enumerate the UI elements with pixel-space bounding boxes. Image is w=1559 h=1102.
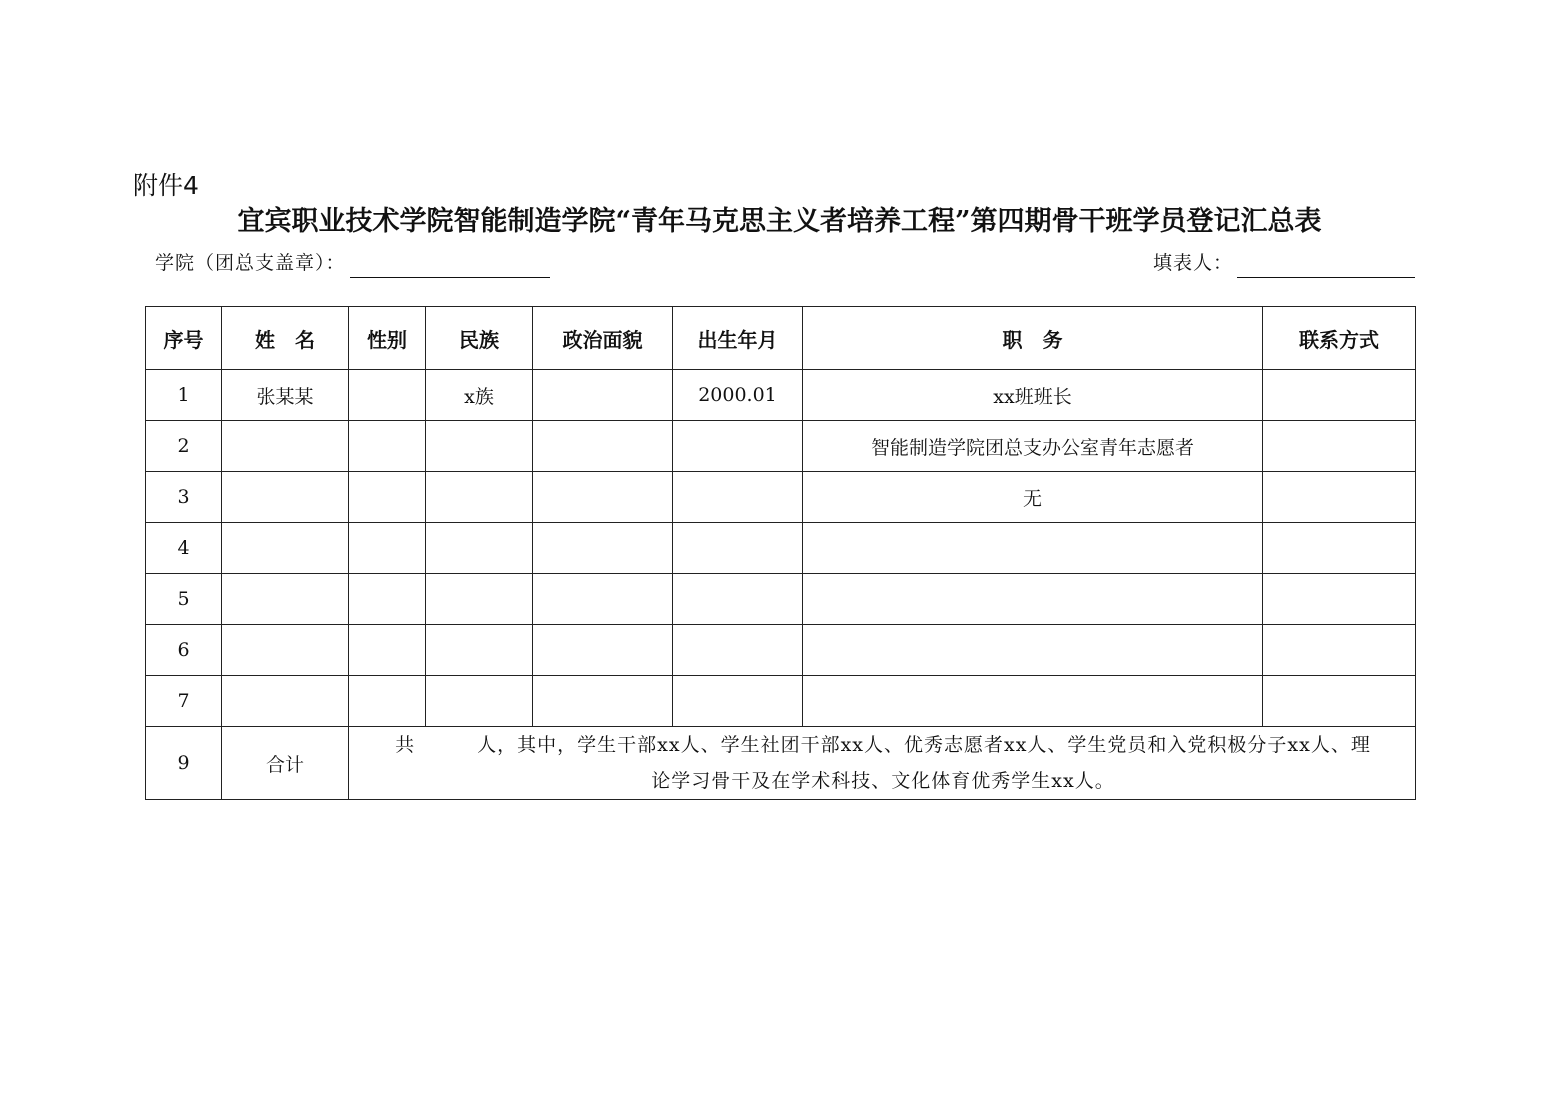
cell-position[interactable]: 智能制造学院团总支办公室青年志愿者 (803, 421, 1263, 472)
cell-gender[interactable] (349, 370, 426, 421)
cell-name[interactable] (222, 574, 349, 625)
cell-name[interactable]: 张某某 (222, 370, 349, 421)
cell-contact[interactable] (1263, 574, 1416, 625)
document-title: 宜宾职业技术学院智能制造学院“青年马克思主义者培养工程”第四期骨干班学员登记汇总表 (237, 206, 1322, 237)
cell-position[interactable]: 无 (803, 472, 1263, 523)
college-stamp-label: 学院（团总支盖章）： (155, 252, 346, 274)
header-name: 姓 名 (222, 307, 349, 370)
table-row (146, 472, 1416, 523)
cell-ethnicity[interactable] (426, 625, 533, 676)
header-birth-date: 出生年月 (673, 307, 803, 370)
cell-birth-date[interactable] (673, 574, 803, 625)
header-political-status: 政治面貌 (533, 307, 673, 370)
table-row (146, 421, 1416, 472)
header-gender: 性别 (349, 307, 426, 370)
total-summary[interactable] (349, 727, 1416, 800)
cell-gender[interactable] (349, 421, 426, 472)
total-label: 合计 (222, 727, 349, 800)
cell-index: 1 (146, 370, 222, 421)
cell-position[interactable] (803, 574, 1263, 625)
attachment-label: 附件4 (133, 171, 199, 200)
register-table (145, 306, 1416, 800)
cell-political-status[interactable] (533, 523, 673, 574)
cell-gender[interactable] (349, 625, 426, 676)
cell-name[interactable] (222, 421, 349, 472)
cell-ethnicity[interactable] (426, 472, 533, 523)
cell-name[interactable] (222, 523, 349, 574)
header-ethnicity: 民族 (426, 307, 533, 370)
cell-position[interactable] (803, 625, 1263, 676)
cell-contact[interactable] (1263, 523, 1416, 574)
cell-gender[interactable] (349, 523, 426, 574)
table-row (146, 370, 1416, 421)
cell-contact[interactable] (1263, 370, 1416, 421)
cell-political-status[interactable] (533, 676, 673, 727)
cell-ethnicity[interactable]: x族 (426, 370, 533, 421)
college-stamp-field (155, 248, 550, 278)
filler-blank[interactable] (1237, 255, 1415, 278)
header-position: 职 务 (803, 307, 1263, 370)
cell-index: 4 (146, 523, 222, 574)
total-row (146, 727, 1416, 800)
cell-political-status[interactable] (533, 421, 673, 472)
cell-political-status[interactable] (533, 574, 673, 625)
cell-ethnicity[interactable] (426, 523, 533, 574)
table-row (146, 676, 1416, 727)
cell-index: 6 (146, 625, 222, 676)
cell-index: 5 (146, 574, 222, 625)
cell-political-status[interactable] (533, 625, 673, 676)
cell-birth-date[interactable] (673, 472, 803, 523)
cell-ethnicity[interactable] (426, 676, 533, 727)
cell-birth-date[interactable] (673, 676, 803, 727)
cell-gender[interactable] (349, 472, 426, 523)
cell-contact[interactable] (1263, 472, 1416, 523)
filler-field (1153, 248, 1415, 278)
total-line2: 论学习骨干及在学术科技、文化体育优秀学生xx人。 (651, 770, 1115, 792)
cell-name[interactable] (222, 472, 349, 523)
table-row (146, 523, 1416, 574)
cell-gender[interactable] (349, 676, 426, 727)
cell-contact[interactable] (1263, 421, 1416, 472)
cell-contact[interactable] (1263, 625, 1416, 676)
cell-position[interactable] (803, 523, 1263, 574)
cell-birth-date[interactable]: 2000.01 (673, 370, 803, 421)
cell-position[interactable]: xx班班长 (803, 370, 1263, 421)
table-header-row (146, 307, 1416, 370)
cell-index: 2 (146, 421, 222, 472)
college-stamp-blank[interactable] (350, 255, 550, 278)
cell-birth-date[interactable] (673, 421, 803, 472)
filler-label: 填表人： (1153, 252, 1234, 274)
total-line1: 人，其中，学生干部xx人、学生社团干部xx人、优秀志愿者xx人、学生党员和入党积极分子xx人、理 (477, 734, 1371, 756)
cell-birth-date[interactable] (673, 625, 803, 676)
cell-political-status[interactable] (533, 472, 673, 523)
table-row (146, 625, 1416, 676)
cell-ethnicity[interactable] (426, 421, 533, 472)
table-row (146, 574, 1416, 625)
cell-birth-date[interactable] (673, 523, 803, 574)
total-index: 9 (146, 727, 222, 800)
cell-position[interactable] (803, 676, 1263, 727)
cell-index: 7 (146, 676, 222, 727)
cell-name[interactable] (222, 625, 349, 676)
cell-ethnicity[interactable] (426, 574, 533, 625)
total-prefix: 共 (395, 734, 416, 756)
cell-contact[interactable] (1263, 676, 1416, 727)
header-index: 序号 (146, 307, 222, 370)
cell-name[interactable] (222, 676, 349, 727)
header-contact: 联系方式 (1263, 307, 1416, 370)
cell-index: 3 (146, 472, 222, 523)
cell-political-status[interactable] (533, 370, 673, 421)
cell-gender[interactable] (349, 574, 426, 625)
